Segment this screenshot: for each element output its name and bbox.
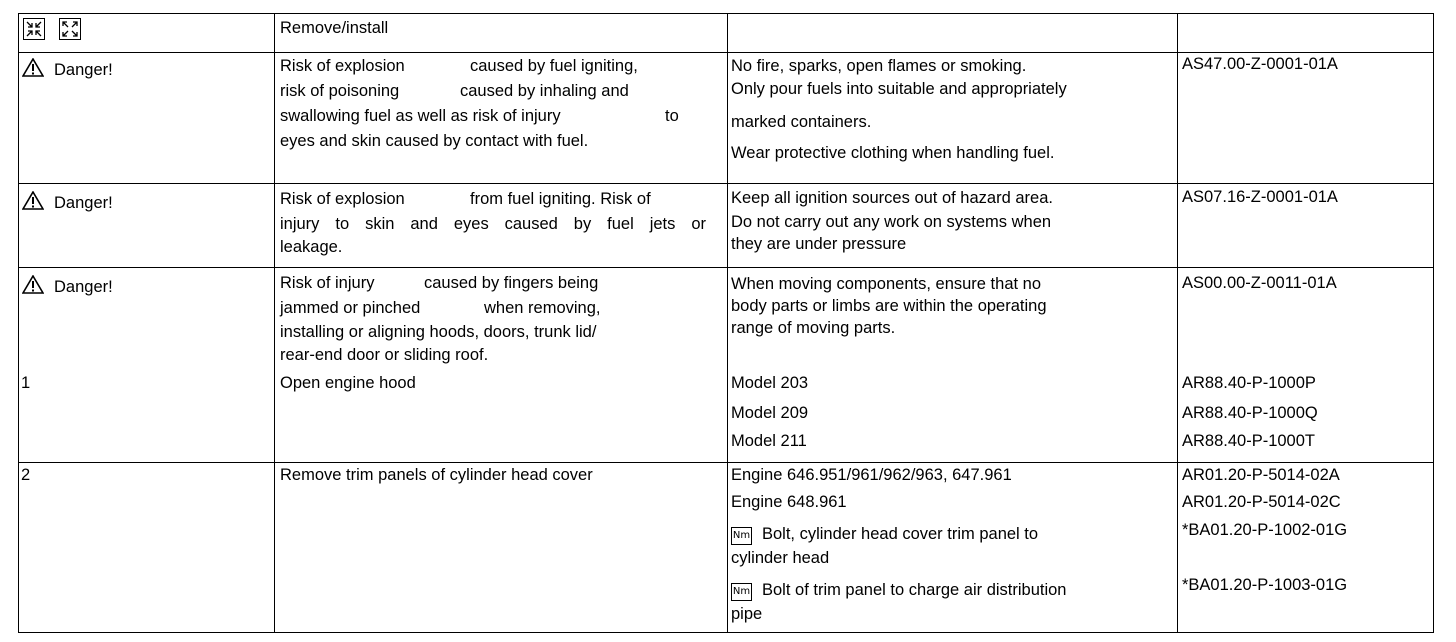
model-label: Model 209 <box>731 404 809 422</box>
step-number: 1 <box>21 374 31 392</box>
install-icon <box>59 18 81 45</box>
torque-icon: Nm <box>731 527 752 545</box>
reference-code[interactable]: AR01.20-P-5014-02A <box>1182 466 1340 484</box>
danger-label: Danger! <box>22 191 113 215</box>
torque-text: cylinder head <box>731 549 830 567</box>
danger-label: Danger! <box>22 275 113 299</box>
risk-text: leakage. <box>280 238 343 256</box>
step-number: 2 <box>21 466 31 484</box>
reference-code[interactable]: AR01.20-P-5014-02C <box>1182 493 1341 511</box>
reference-code[interactable]: *BA01.20-P-1002-01G <box>1182 521 1348 539</box>
risk-text: Risk of injury <box>280 274 375 292</box>
step-text: Remove trim panels of cylinder head cover <box>280 466 593 484</box>
row-divider <box>19 183 1433 184</box>
model-label: Model 211 <box>731 432 807 450</box>
model-label: Model 203 <box>731 374 809 392</box>
engine-label: Engine 648.961 <box>731 493 847 511</box>
reference-code[interactable]: AS07.16-Z-0001-01A <box>1182 188 1338 206</box>
torque-icon: Nm <box>731 583 752 601</box>
engine-label: Engine 646.951/961/962/963, 647.961 <box>731 466 1012 484</box>
risk-text: caused by inhaling and <box>460 82 629 100</box>
reference-code[interactable]: AS00.00-Z-0011-01A <box>1182 274 1337 292</box>
risk-text: caused by fingers being <box>424 274 599 292</box>
risk-text: jammed or pinched <box>280 299 421 317</box>
column-divider <box>727 14 728 632</box>
risk-text: Risk of explosion <box>280 190 405 208</box>
torque-item: Nm Bolt of trim panel to charge air distribution <box>732 581 1067 599</box>
procedure-table <box>18 13 1434 633</box>
warning-icon <box>22 58 44 77</box>
column-divider <box>274 14 275 632</box>
torque-text: pipe <box>731 605 763 623</box>
column-divider <box>1177 14 1178 632</box>
risk-text: from fuel igniting. Risk of <box>470 190 651 208</box>
row-divider <box>19 267 1433 268</box>
warning-icon <box>22 275 44 294</box>
measure-text: range of moving parts. <box>731 319 896 337</box>
warning-icon <box>22 191 44 210</box>
risk-text: risk of poisoning <box>280 82 400 100</box>
risk-text: when removing, <box>484 299 601 317</box>
risk-text: swallowing fuel as well as risk of injury <box>280 107 561 125</box>
reference-code[interactable]: *BA01.20-P-1003-01G <box>1182 576 1348 594</box>
measure-text: Keep all ignition sources out of hazard area. <box>731 189 1053 207</box>
risk-text: caused by fuel igniting, <box>470 57 638 75</box>
measure-text: When moving components, ensure that no <box>731 275 1042 293</box>
reference-code[interactable]: AS47.00-Z-0001-01A <box>1182 55 1338 73</box>
measure-text: Do not carry out any work on systems when <box>731 213 1052 231</box>
measure-text: Wear protective clothing when handling fuel. <box>731 144 1055 162</box>
measure-text: marked containers. <box>731 113 872 131</box>
reference-code[interactable]: AR88.40-P-1000Q <box>1182 404 1318 422</box>
risk-text: injury to skin and eyes caused by fuel jets or <box>280 215 706 233</box>
risk-text: rear-end door or sliding roof. <box>280 346 489 364</box>
measure-text: Only pour fuels into suitable and appropriately <box>731 80 1067 98</box>
risk-text: eyes and skin caused by contact with fuel. <box>280 132 589 150</box>
measure-text: body parts or limbs are within the operating <box>731 297 1047 315</box>
section-title: Remove/install <box>280 19 389 37</box>
measure-text: No fire, sparks, open flames or smoking. <box>731 57 1027 75</box>
risk-text: to <box>665 107 679 125</box>
remove-icon <box>23 18 45 45</box>
step-text: Open engine hood <box>280 374 416 392</box>
risk-text: Risk of explosion <box>280 57 405 75</box>
measure-text: they are under pressure <box>731 235 907 253</box>
torque-item: Nm Bolt, cylinder head cover trim panel to <box>732 525 1039 543</box>
risk-text: installing or aligning hoods, doors, trunk lid/ <box>280 323 597 341</box>
reference-code[interactable]: AR88.40-P-1000P <box>1182 374 1316 392</box>
reference-code[interactable]: AR88.40-P-1000T <box>1182 432 1315 450</box>
danger-label: Danger! <box>22 58 113 82</box>
